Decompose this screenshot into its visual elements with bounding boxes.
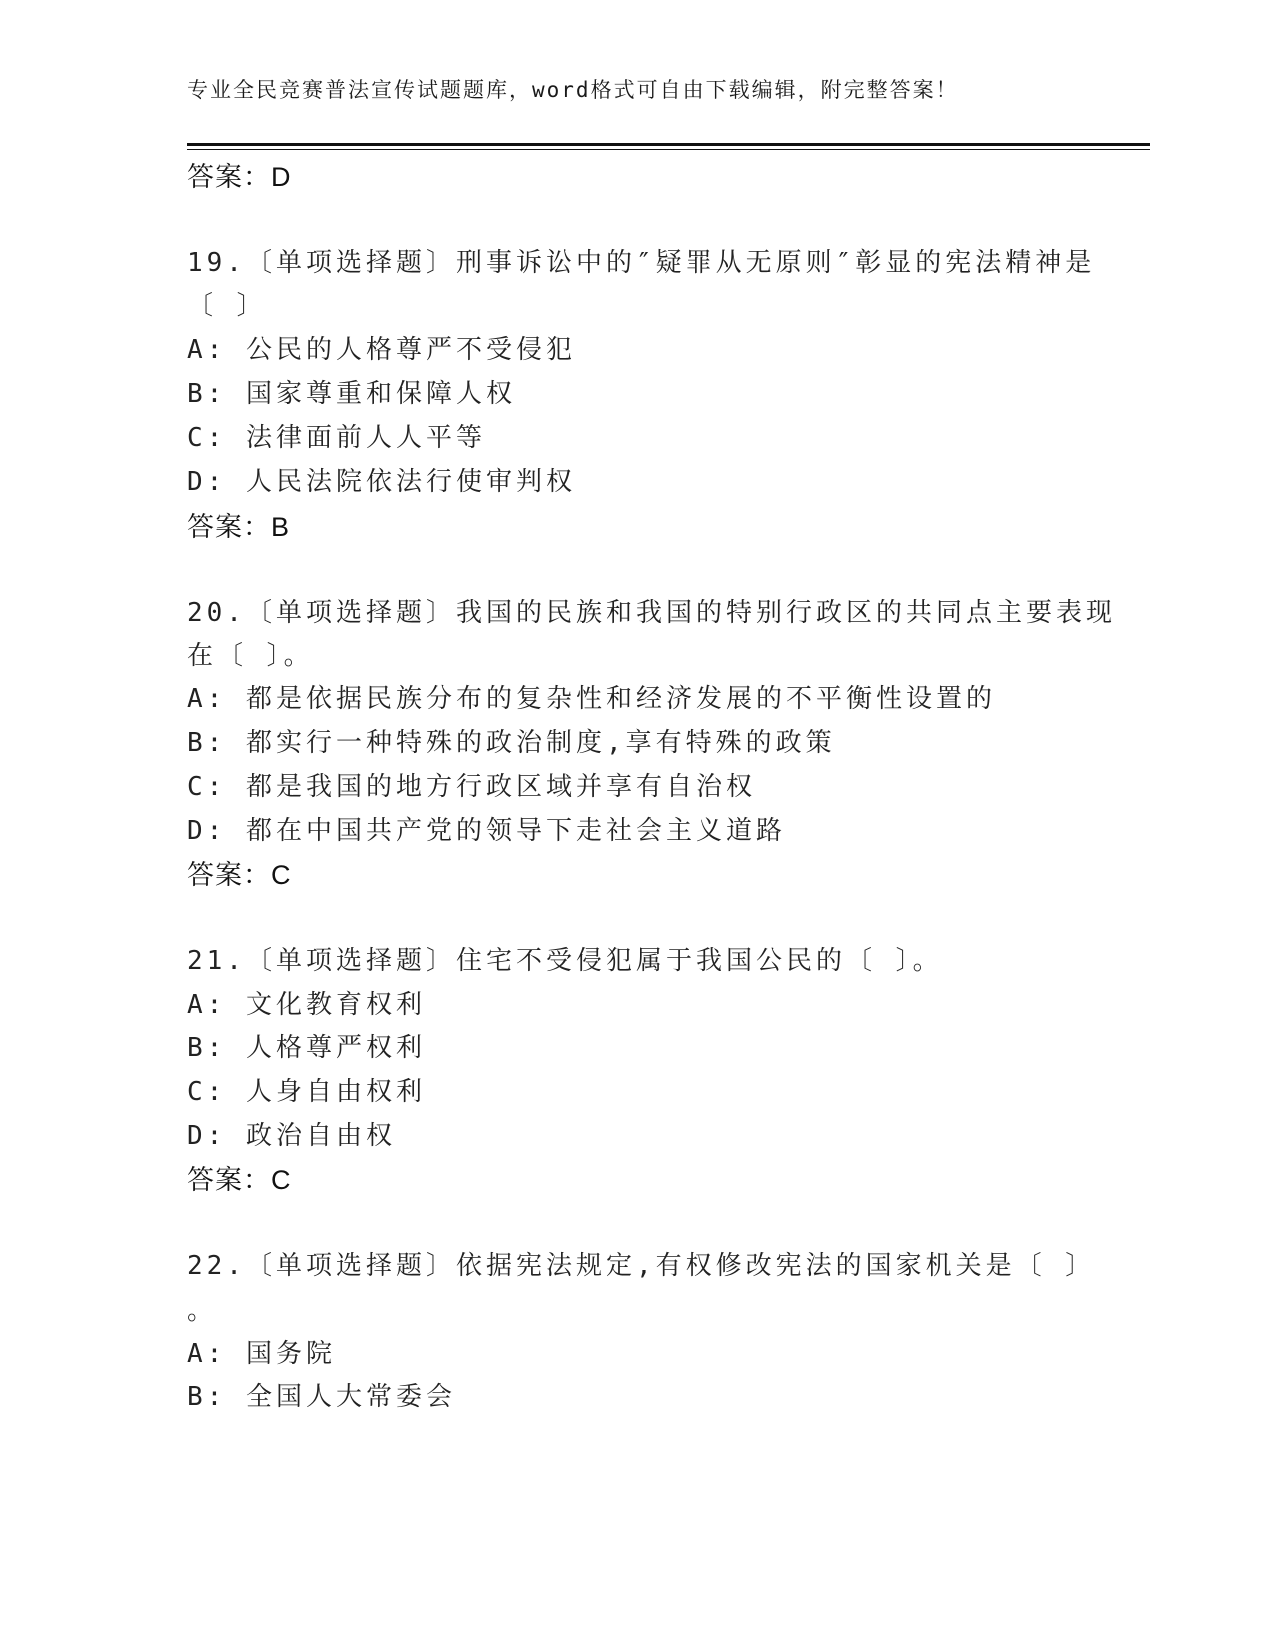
question-19-text: 19.〔单项选择题〕刑事诉讼中的″疑罪从无原则″彰显的宪法精神是 xyxy=(187,248,1096,278)
question-21-option-c: C: 人身自由权利 xyxy=(187,1077,426,1107)
question-20-option-c: C: 都是我国的地方行政区域并享有自治权 xyxy=(187,772,756,802)
question-20-option-b: B: 都实行一种特殊的政治制度,享有特殊的政策 xyxy=(187,728,836,758)
question-21-text: 21.〔单项选择题〕住宅不受侵犯属于我国公民的〔 〕。 xyxy=(187,946,943,976)
question-21-option-d: D: 政治自由权 xyxy=(187,1121,396,1151)
question-20-text-cont: 在〔 〕。 xyxy=(187,641,314,671)
question-22-text: 22.〔单项选择题〕依据宪法规定,有权修改宪法的国家机关是〔 〕 xyxy=(187,1251,1096,1281)
question-19-option-b: B: 国家尊重和保障人权 xyxy=(187,379,516,409)
question-20-answer: 答案：C xyxy=(187,860,292,890)
question-21-option-a: A: 文化教育权利 xyxy=(187,990,426,1020)
question-19-option-c: C: 法律面前人人平等 xyxy=(187,423,486,453)
question-19-option-d: D: 人民法院依法行使审判权 xyxy=(187,467,576,497)
question-19-text-cont: 〔 〕 xyxy=(187,291,267,321)
header-divider-thin xyxy=(187,149,1150,150)
question-22-option-a: A: 国务院 xyxy=(187,1339,336,1369)
header-divider xyxy=(187,143,1150,146)
question-22-option-b: B: 全国人大常委会 xyxy=(187,1382,456,1412)
question-19-answer: 答案：B xyxy=(187,512,291,542)
answer-prev: 答案：D xyxy=(187,162,292,192)
question-20-option-d: D: 都在中国共产党的领导下走社会主义道路 xyxy=(187,816,786,846)
question-22-text-cont: 。 xyxy=(187,1296,218,1326)
question-21-option-b: B: 人格尊严权利 xyxy=(187,1033,426,1063)
question-20-text: 20.〔单项选择题〕我国的民族和我国的特别行政区的共同点主要表现 xyxy=(187,598,1116,628)
page-header: 专业全民竞赛普法宣传试题题库，word格式可自由下载编辑，附完整答案！ xyxy=(187,78,959,102)
question-21-answer: 答案：C xyxy=(187,1165,292,1195)
question-20-option-a: A: 都是依据民族分布的复杂性和经济发展的不平衡性设置的 xyxy=(187,684,996,714)
question-19-option-a: A: 公民的人格尊严不受侵犯 xyxy=(187,335,576,365)
